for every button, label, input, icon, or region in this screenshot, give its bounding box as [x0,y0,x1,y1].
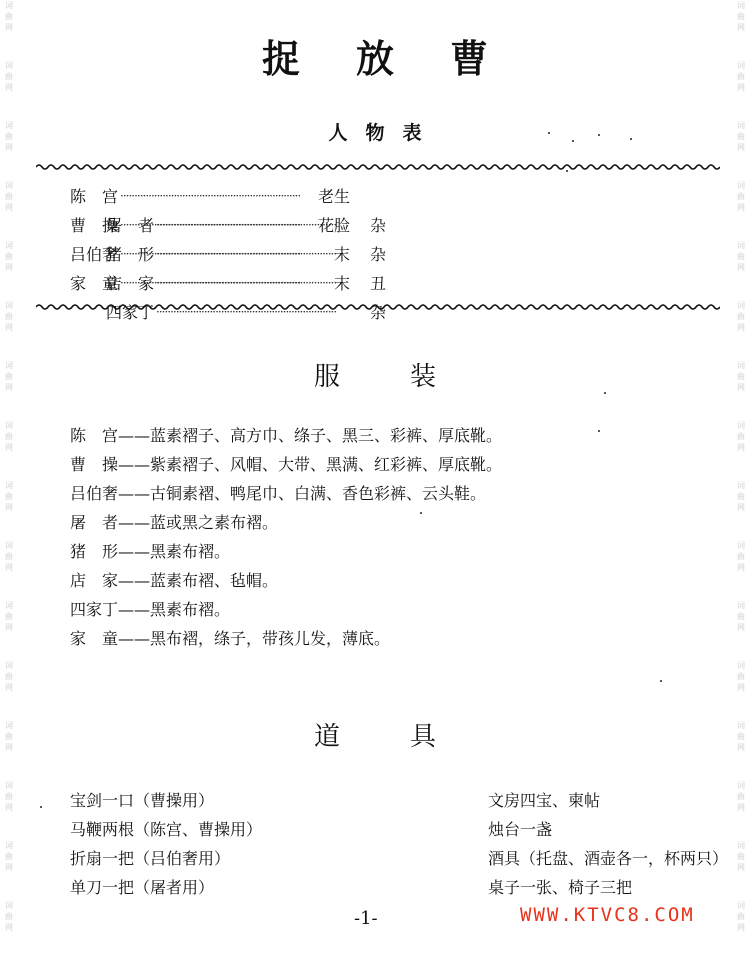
watermark-cell [734,540,748,600]
watermark-char: 曲 [737,552,745,561]
prop-item: 宝剑一口（曹操用） [70,791,215,810]
role-entry: 陈 宫 ····· 老生 [70,182,350,211]
watermark-char: 网 [737,683,745,692]
watermark-char: 网 [737,503,745,512]
watermark-char: 网 [5,83,13,92]
watermark-char: 曲 [5,792,13,801]
watermark-char: 网 [5,743,13,752]
bottom-wavy-divider [36,302,720,312]
watermark-char: 词 [737,481,745,490]
watermark-char: 曲 [737,192,745,201]
watermark-char: 网 [5,383,13,392]
watermark-char: 网 [737,923,745,932]
watermark-char: 词 [737,61,745,70]
watermark-char: 曲 [737,132,745,141]
watermark-char: 词 [5,301,13,310]
watermark-char: 网 [737,263,745,272]
watermark-char: 网 [5,23,13,32]
watermark-char: 词 [5,181,13,190]
watermark-char: 曲 [5,372,13,381]
props-list-right [488,786,724,902]
watermark-char: 曲 [5,72,13,81]
watermark-char: 曲 [5,672,13,681]
watermark-char: 曲 [5,732,13,741]
watermark-cell [734,300,748,360]
watermark-char: 词 [5,661,13,670]
role-entry: 曹 操 ····· 花脸 [70,211,350,240]
top-wavy-divider [36,162,720,172]
scan-speck [572,140,574,142]
watermark-char: 曲 [737,612,745,621]
watermark-char: 曲 [5,312,13,321]
watermark-char: 网 [5,323,13,332]
costume-heading: 服装 [313,362,506,392]
prop-item: 单刀一把（屠者用） [70,878,215,897]
watermark-char: 词 [737,241,745,250]
watermark-char: 曲 [5,492,13,501]
role-entry: 四家丁 ····· 杂 [106,298,386,327]
cast-list [70,182,650,322]
watermark-cell [2,480,16,540]
watermark-char: 词 [737,541,745,550]
watermark-char: 曲 [5,12,13,21]
watermark-char: 词 [5,721,13,730]
scan-speck [420,512,422,514]
watermark-char: 词 [737,781,745,790]
scan-speck [40,806,42,808]
watermark-char: 网 [737,143,745,152]
watermark-cell [2,420,16,480]
watermark-cell [734,480,748,540]
watermark-char: 网 [737,443,745,452]
watermark-cell [2,180,16,240]
watermark-cell [2,900,16,954]
scan-speck [660,680,662,682]
watermark-char: 网 [737,323,745,332]
watermark-char: 词 [737,421,745,430]
scan-speck [566,170,568,172]
watermark-char: 词 [737,601,745,610]
watermark-char: 网 [737,863,745,872]
scan-speck [630,138,632,140]
costume-line: 曹 操——紫素褶子、风帽、大带、黑满、红彩裤、厚底靴。 [70,455,503,474]
watermark-char: 网 [737,23,745,32]
watermark-cell [734,840,748,900]
watermark-char: 网 [5,203,13,212]
watermark-char: 词 [737,121,745,130]
role-entry: 店 家 ····· 丑 [106,269,386,298]
watermark-char: 网 [5,863,13,872]
watermark-char: 网 [5,923,13,932]
watermark-char: 词 [5,361,13,370]
costume-line: 吕伯奢——古铜素褶、鸭尾巾、白满、香色彩裤、云头鞋。 [70,484,487,503]
watermark-char: 网 [737,383,745,392]
watermark-cell [2,840,16,900]
costume-line: 四家丁——黑素布褶。 [70,600,231,619]
prop-item: 马鞭两根（陈宫、曹操用） [70,820,263,839]
watermark-char: 网 [737,83,745,92]
costume-line: 店 家——蓝素布褶、毡帽。 [70,571,279,590]
watermark-char: 曲 [737,72,745,81]
watermark-char: 词 [737,841,745,850]
watermark-char: 网 [5,623,13,632]
role-entry: 猪 形 ····· 杂 [106,240,386,269]
watermark-char: 曲 [737,252,745,261]
watermark-char: 曲 [5,612,13,621]
watermark-char: 网 [737,203,745,212]
watermark-cell [2,540,16,600]
cast-heading: 人物表 [328,122,440,144]
site-watermark-url: WWW.KTVC8.COM [520,904,695,926]
watermark-char: 网 [5,443,13,452]
watermark-char: 词 [737,361,745,370]
watermark-char: 曲 [737,732,745,741]
watermark-cell [2,600,16,660]
page-number: -1- [354,908,378,929]
watermark-char: 词 [5,61,13,70]
watermark-cell [734,420,748,480]
watermark-char: 词 [5,421,13,430]
watermark-cell [734,240,748,300]
scan-speck [598,430,600,432]
watermark-char: 网 [5,683,13,692]
watermark-char: 曲 [737,372,745,381]
watermark-char: 词 [5,241,13,250]
prop-item: 折扇一把（吕伯奢用） [70,849,231,868]
watermark-char: 词 [5,841,13,850]
watermark-char: 曲 [737,912,745,921]
watermark-char: 网 [5,263,13,272]
watermark-char: 词 [737,721,745,730]
scan-speck [598,134,600,136]
watermark-char: 曲 [737,312,745,321]
props-list-left [70,786,370,902]
watermark-char: 曲 [5,912,13,921]
watermark-cell [2,300,16,360]
watermark-cell [734,780,748,840]
watermark-cell [734,600,748,660]
watermark-cell [2,660,16,720]
watermark-char: 网 [737,743,745,752]
role-entry: 屠 者 ····· 杂 [106,211,386,240]
watermark-char: 词 [5,121,13,130]
watermark-char: 网 [737,563,745,572]
watermark-char: 词 [5,1,13,10]
watermark-cell [2,240,16,300]
prop-item: 酒具（托盘、酒壶各一，杯两只）桌子一张、椅子三把 [488,849,721,897]
watermark-char: 词 [737,661,745,670]
watermark-char: 网 [737,803,745,812]
role-entry: 家 童 ····· 末 [70,269,350,298]
watermark-char: 词 [737,301,745,310]
watermark-char: 曲 [737,852,745,861]
watermark-cell [734,900,748,954]
watermark-char: 曲 [5,192,13,201]
watermark-char: 词 [737,1,745,10]
prop-item: 烛台一盏 [488,820,553,839]
watermark-char: 网 [5,803,13,812]
watermark-char: 曲 [737,792,745,801]
costume-line: 家 童——黑布褶，绦子，带孩儿发，薄底。 [70,629,391,648]
watermark-char: 曲 [737,432,745,441]
watermark-cell [2,780,16,840]
watermark-char: 词 [737,901,745,910]
page-title: 捉放曹 [261,36,544,81]
watermark-char: 词 [5,901,13,910]
watermark-cell [734,180,748,240]
watermark-char: 曲 [5,132,13,141]
costume-line: 陈 宫——蓝素褶子、高方巾、绦子、黑三、彩裤、厚底靴。 [70,426,503,445]
watermark-char: 词 [5,481,13,490]
watermark-char: 曲 [5,852,13,861]
watermark-char: 曲 [5,252,13,261]
watermark-char: 词 [737,181,745,190]
watermark-char: 曲 [5,432,13,441]
watermark-char: 网 [737,623,745,632]
watermark-char: 网 [5,503,13,512]
watermark-char: 曲 [5,552,13,561]
watermark-char: 曲 [737,672,745,681]
watermark-cell [734,660,748,720]
watermark-char: 网 [5,143,13,152]
watermark-char: 词 [5,601,13,610]
watermark-char: 词 [5,781,13,790]
watermark-char: 曲 [737,12,745,21]
costume-list [70,421,690,653]
watermark-char: 网 [5,563,13,572]
costume-line: 屠 者——蓝或黑之素布褶。 [70,513,279,532]
role-entry: 吕伯奢 ····· 末 [70,240,350,269]
prop-item: 文房四宝、柬帖 [488,791,601,810]
watermark-char: 词 [5,541,13,550]
costume-line: 猪 形——黑素布褶。 [70,542,231,561]
scan-speck [548,132,550,134]
scan-speck [604,392,606,394]
props-heading: 道具 [313,722,506,752]
watermark-char: 曲 [737,492,745,501]
